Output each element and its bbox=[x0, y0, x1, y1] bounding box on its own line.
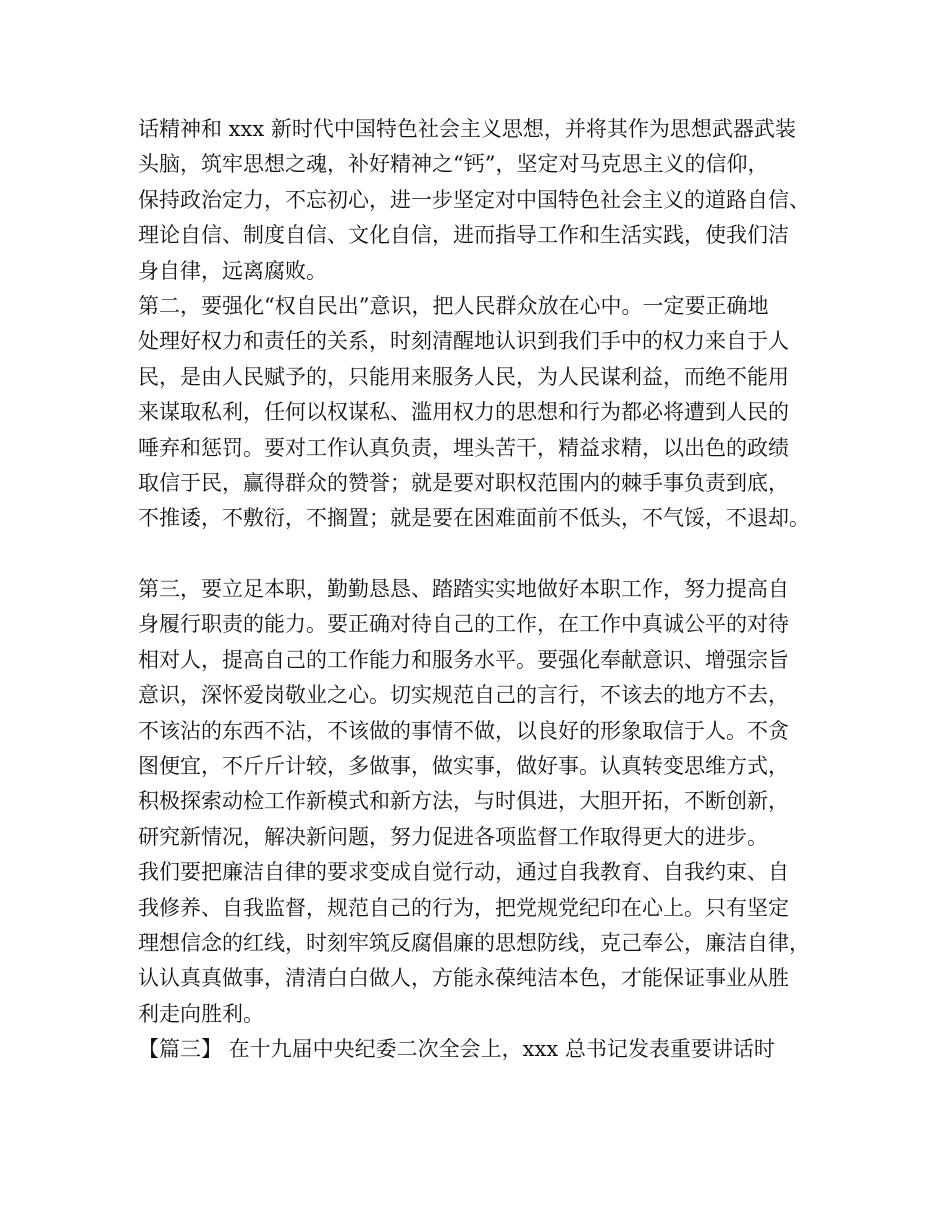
text-line: 处理好权力和责任的关系，时刻清醒地认识到我们手中的权力来自于人 bbox=[138, 329, 789, 354]
text-line: 身履行职责的能力。要正确对待自己的工作，在工作中真诚公平的对待 bbox=[138, 612, 789, 637]
text-line: 保持政治定力，不忘初心，进一步坚定对中国特色社会主义的道路自信、 bbox=[138, 187, 810, 212]
text-line: 不推诿，不敷衍，不搁置；就是要在困难面前不低头，不气馁，不退却。 bbox=[138, 506, 810, 531]
text-line: 理想信念的红线，时刻牢筑反腐倡廉的思想防线，克己奉公，廉洁自律， bbox=[138, 930, 810, 955]
text-line: 【篇三】 在十九届中央纪委二次全会上，xxx 总书记发表重要讲话时 bbox=[138, 1037, 775, 1062]
paragraph-3 bbox=[138, 572, 838, 855]
paragraph-2 bbox=[138, 289, 838, 537]
text-line: 我修养、自我监督，规范自己的行为，把党规党纪印在心上。只有坚定 bbox=[138, 895, 789, 920]
text-line: 民，是由人民赋予的，只能用来服务人民，为人民谋利益，而绝不能用 bbox=[138, 364, 789, 389]
text-line: 我们要把廉洁自律的要求变成自觉行动，通过自我教育、自我约束、自 bbox=[138, 860, 789, 885]
text-line: 认认真真做事，清清白白做人，方能永葆纯洁本色，才能保证事业从胜 bbox=[138, 966, 789, 991]
text-line: 话精神和 xxx 新时代中国特色社会主义思想，并将其作为思想武器武装 bbox=[138, 117, 796, 141]
paragraph-5 bbox=[138, 1032, 838, 1067]
text-line: 不该沾的东西不沾，不该做的事情不做，以良好的形象取信于人。不贪 bbox=[138, 718, 789, 743]
text-line: 取信于民，赢得群众的赞誉；就是要对职权范围内的棘手事负责到底， bbox=[138, 470, 789, 495]
paragraph-1 bbox=[138, 112, 838, 289]
text-line: 意识，深怀爱岗敬业之心。切实规范自己的言行，不该去的地方不去， bbox=[138, 683, 789, 708]
text-line: 来谋取私利，任何以权谋私、滥用权力的思想和行为都必将遭到人民的 bbox=[138, 400, 789, 425]
text-line: 唾弃和惩罚。要对工作认真负责，埋头苦干，精益求精，以出色的政绩 bbox=[138, 435, 789, 460]
text-line: 利走向胜利。 bbox=[138, 1001, 264, 1026]
text-line: 图便宜，不斤斤计较，多做事，做实事，做好事。认真转变思维方式， bbox=[138, 754, 789, 779]
text-line: 第二，要强化“权自民出”意识，把人民群众放在心中。一定要正确地 bbox=[138, 293, 769, 318]
document-body bbox=[138, 112, 838, 1068]
paragraph-gap bbox=[138, 537, 838, 572]
paragraph-4 bbox=[138, 855, 838, 1032]
text-line: 身自律，远离腐败。 bbox=[138, 258, 327, 283]
text-line: 积极探索动检工作新模式和新方法，与时俱进，大胆开拓，不断创新， bbox=[138, 789, 789, 814]
text-line: 理论自信、制度自信、文化自信，进而指导工作和生活实践，使我们洁 bbox=[138, 223, 789, 248]
text-line: 第三，要立足本职，勤勤恳恳、踏踏实实地做好本职工作，努力提高自 bbox=[138, 577, 789, 602]
text-line: 研究新情况，解决新问题，努力促进各项监督工作取得更大的进步。 bbox=[138, 824, 768, 849]
text-line: 相对人，提高自己的工作能力和服务水平。要强化奉献意识、增强宗旨 bbox=[138, 647, 789, 672]
text-line: 头脑，筑牢思想之魂，补好精神之“钙”，坚定对马克思主义的信仰， bbox=[138, 152, 769, 177]
